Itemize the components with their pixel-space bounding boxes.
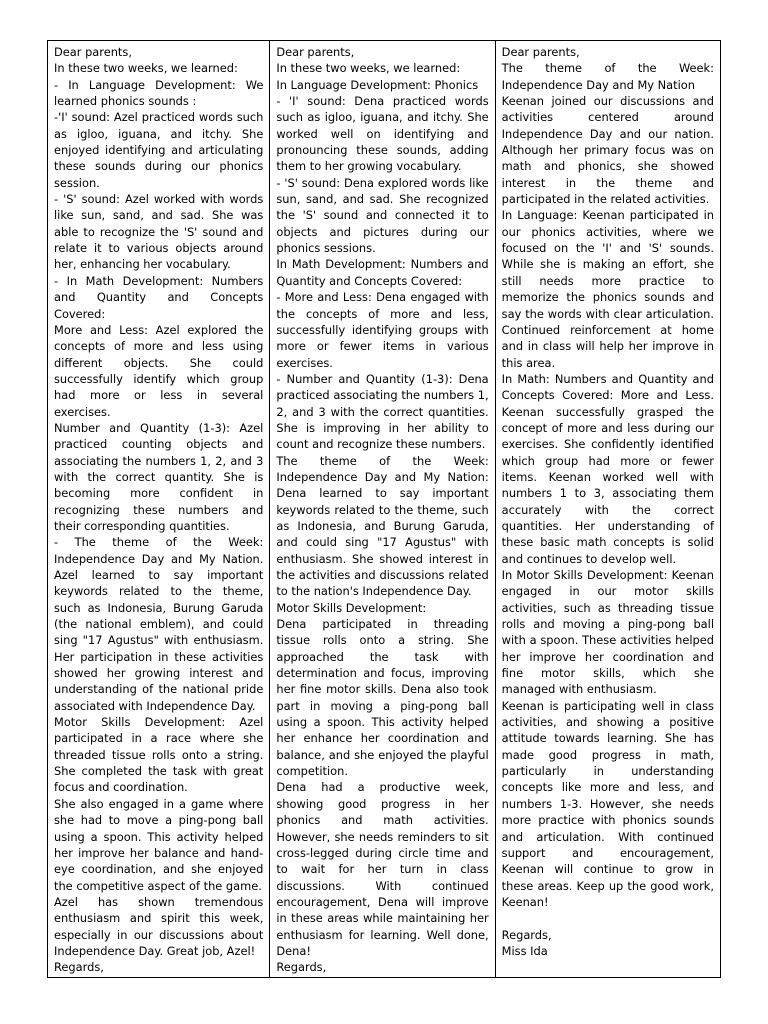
letter-paragraph: In Math: Numbers and Quantity and Concepts Covered: More and Less. Keenan successfully grasped the concept of more and less during our exercises. She confidently identified which group had more or fewer items. Keenan worked well with numbers 1 to 3, associating them accurately with the correct quantities. Her understanding of these basic math concepts is solid and continues to develop well. [501,371,714,566]
letter-paragraph: Regards, [276,960,327,975]
letter-paragraph: - 'I' sound: Dena practiced words such as igloo, iguana, and itchy. She worked well on identifying and pronouncing these sounds, adding them to her growing vocabulary. [276,94,489,174]
letter-paragraph: Azel has shown tremendous enthusiasm and spirit this week, especially in our discussions about Independence Day. Great job, Azel! [54,894,264,958]
letter-paragraph: Motor Skills Development: Azel participated in a race where she threaded tissue rolls onto a string. She completed the task with great focus and coordination. [54,715,264,795]
letter-paragraph: More and Less: Azel explored the concepts of more and less using different objects. She could successfully identify which group had more or less in several exercises. [54,322,264,419]
letter-paragraph: In Language Development: Phonics [276,77,479,92]
letter-paragraph: Motor Skills Development: [276,600,427,615]
letter-paragraph: In Math Development: Numbers and Quantity and Concepts Covered: [276,257,489,288]
letter-paragraph: - More and Less: Dena engaged with the concepts of more and less, successfully identifying groups with more or fewer items in various exercises. [276,290,489,370]
letters-table [47,40,721,978]
letter-paragraph: In Motor Skills Development: Keenan engaged in our motor skills activities, such as threading tissue rolls and moving a ping-pong ball with a spoon. These activities helped her improve her coordination and fine motor skills, which she managed with enthusiasm. [501,568,714,697]
letter-paragraph: Dena had a productive week, showing good progress in her phonics and math activities. However, she needs reminders to sit cross-legged during circle time and to wait for her turn in class discussions. With continued encouragement, Dena will improve in these areas while maintaining her enthusiasm for learning. Well done, Dena! [276,780,489,958]
letter-paragraph: -'I' sound: Azel practiced words such as igloo, iguana, and itchy. She enjoyed identifying and articulating these sounds during our phonics session. [54,110,264,190]
letter-paragraph: - 'S' sound: Azel worked with words like sun, sand, and sad. She was able to recognize the 'S' sound and relate it to various objects around her, enhancing her vocabulary. [54,192,264,272]
letter-column-keenan [495,41,720,977]
letter-paragraph: - Number and Quantity (1-3): Dena practiced associating the numbers 1, 2, and 3 with the correct quantities. She is improving in her ability to count and recognize these numbers. [276,371,489,452]
letter-paragraph: Miss Ida [501,943,548,958]
letter-paragraph: In Language: Keenan participated in our phonics activities, where we focused on the 'I' and 'S' sounds. While she is making an effort, she still needs more practice to memorize the phonics sounds and say the words with clear articulation. Continued reinforcement at home and in class will help her improve in this area. [501,208,714,370]
letter-paragraph: - In Math Development: Numbers and Quantity and Concepts Covered: [54,273,264,321]
letter-paragraph: - In Language Development: We learned phonics sounds : [54,77,264,109]
letter-paragraph [502,910,714,926]
letter-paragraph: Number and Quantity (1-3): Azel practiced counting objects and associating the numbers 1, 2, and 3 with the correct quantity. She is becoming more confident in recognizing these numbers and their corresponding quantities. [54,420,264,533]
letter-paragraph: The theme of the Week: Independence Day and My Nation: Dena learned to say important keywords related to the theme, such as Indonesia, and Burung Garuda, and could sing "17 Agustus" with enthusiasm. She showed interest in the activities and discussions related to the nation's Independence Day. [276,453,489,599]
letter-paragraph: She also engaged in a game where she had to move a ping-pong ball using a spoon. This activity helped her improve her balance and hand-eye coordination, and she enjoyed the competitive aspect of the game. [54,796,264,893]
letter-paragraph: In these two weeks, we learned: [54,61,238,76]
letter-paragraph: Dear parents, [54,45,132,59]
letter-paragraph: Keenan is participating well in class activities, and showing a positive attitude towards learning. She has made good progress in math, particularly in understanding concepts like more and less, and numbers 1-3. However, she needs more practice with phonics sounds and articulation. With continued support and encouragement, Keenan will continue to grow in these areas. Keep up the good work, Keenan! [501,698,714,909]
letter-paragraph: Regards, [501,927,552,942]
letter-paragraph: - 'S' sound: Dena explored words like sun, sand, and sad. She recognized the 'S' sound and connected it to objects and pictures during our phonics sessions. [276,175,489,256]
letter-column-azel [48,41,269,977]
letter-paragraph: Dear parents, [501,45,580,59]
letter-paragraph: - The theme of the Week: Independence Day and My Nation. Azel learned to say important keywords related to the theme, such as Indonesia, Burung Garuda (the national emblem), and could sing "17 Agustus" with enthusiasm. Her participation in these activities showed her growing interest and understanding of the national pride associated with Independence Day. [54,535,264,713]
letter-paragraph: Keenan joined our discussions and activities centered around Independence Day and our nation. Although her primary focus was on math and phonics, she showed interest in the theme and participated in the related activities. [501,94,714,207]
letter-paragraph: The theme of the Week: Independence Day and My Nation [501,61,714,92]
letter-paragraph: In these two weeks, we learned: [276,61,461,76]
letter-paragraph: Dena participated in threading tissue rolls onto a string. She approached the task with determination and focus, improving her fine motor skills. Dena also took part in moving a ping-pong ball using a spoon. This activity helped her enhance her coordination and balance, and she enjoyed the playful competition. [276,617,489,779]
letter-paragraph: Dear parents, [276,45,355,59]
letter-paragraph: Regards, [54,960,104,975]
letter-column-dena [269,41,494,977]
